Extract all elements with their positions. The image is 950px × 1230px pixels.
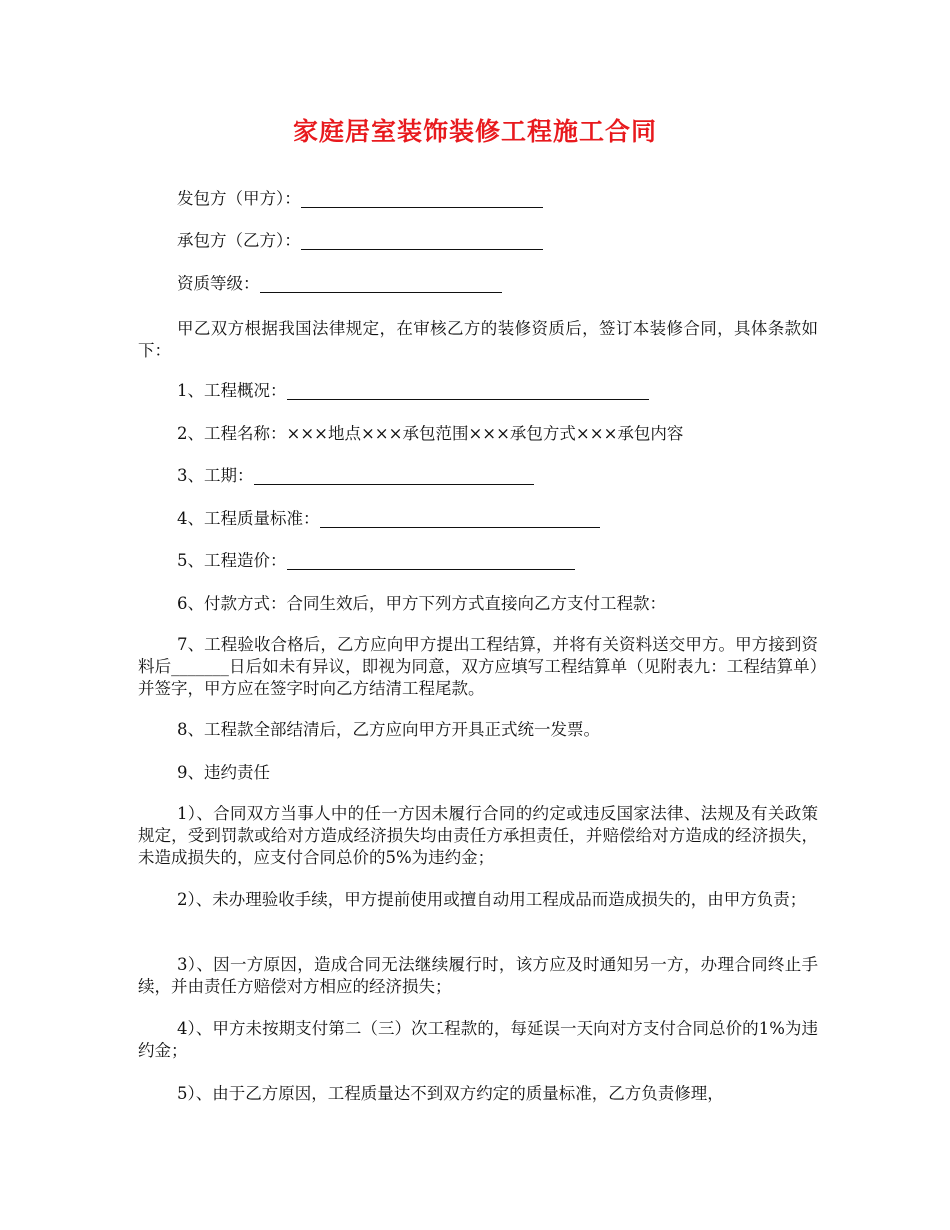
party-b-label: 承包方（乙方）： xyxy=(177,231,301,250)
item5-line xyxy=(177,550,575,572)
clause5-paragraph: 5）、由于乙方原因，工程质量达不到双方约定的质量标准，乙方负责修理， xyxy=(177,1084,724,1103)
document-title: 家庭居室装饰装修工程施工合同 xyxy=(292,117,657,146)
qualification-line xyxy=(177,273,502,295)
party-a-label: 发包方（甲方）： xyxy=(177,189,301,208)
item5-label: 5、工程造价： xyxy=(177,551,287,570)
item4-label: 4、工程质量标准： xyxy=(177,509,320,528)
item3-line xyxy=(177,465,534,487)
item6-line: 6、付款方式：合同生效后，甲方下列方式直接向乙方支付工程款： xyxy=(177,594,666,613)
clause1-paragraph: 1）、合同双方当事人中的任一方因未履行合同的约定或违反国家法律、法规及有关政策规定，受到罚款或给对方造成经济损失均由责任方承担责任，并赔偿给对方造成的经济损失，未造成损失的，应支付合同总价的5%为违约金； xyxy=(138,804,818,867)
item4-blank[interactable] xyxy=(320,510,600,528)
party-a-line xyxy=(177,188,543,210)
clause2-paragraph: 2）、未办理验收手续，甲方提前使用或擅自动用工程成品而造成损失的，由甲方负责； xyxy=(177,890,807,909)
item3-label: 3、工期： xyxy=(177,466,254,485)
item3-blank[interactable] xyxy=(254,467,534,485)
intro-paragraph: 甲乙双方根据我国法律规定，在审核乙方的装修资质后，签订本装修合同，具体条款如下： xyxy=(138,319,818,360)
item1-label: 1、工程概况： xyxy=(177,381,287,400)
party-b-blank[interactable] xyxy=(301,232,543,250)
item5-blank[interactable] xyxy=(287,552,575,570)
item8-line: 8、工程款全部结清后，乙方应向甲方开具正式统一发票。 xyxy=(177,720,600,739)
clause4-paragraph: 4）、甲方未按期支付第二（三）次工程款的，每延误一天向对方支付合同总价的1%为违约金； xyxy=(138,1019,818,1060)
item4-line xyxy=(177,508,600,530)
item2-line: 2、工程名称：×××地点×××承包范围×××承包方式×××承包内容 xyxy=(177,424,684,443)
item1-blank[interactable] xyxy=(287,382,649,400)
item1-line xyxy=(177,380,649,402)
party-b-line xyxy=(177,230,543,252)
qualification-label: 资质等级： xyxy=(177,274,260,293)
item7-paragraph: 7、工程验收合格后，乙方应向甲方提出工程结算，并将有关资料送交甲方。甲方接到资料后_______日后如未有异议，即视为同意，双方应填写工程结算单（见附表九：工程结算单）并签字，甲方应在签字时向乙方结清工程尾款。 xyxy=(138,635,818,698)
qualification-blank[interactable] xyxy=(260,275,502,293)
party-a-blank[interactable] xyxy=(301,190,543,208)
clause3-paragraph: 3）、因一方原因，造成合同无法继续履行时，该方应及时通知另一方，办理合同终止手续，并由责任方赔偿对方相应的经济损失； xyxy=(138,955,818,996)
item9-line: 9、违约责任 xyxy=(177,763,270,782)
